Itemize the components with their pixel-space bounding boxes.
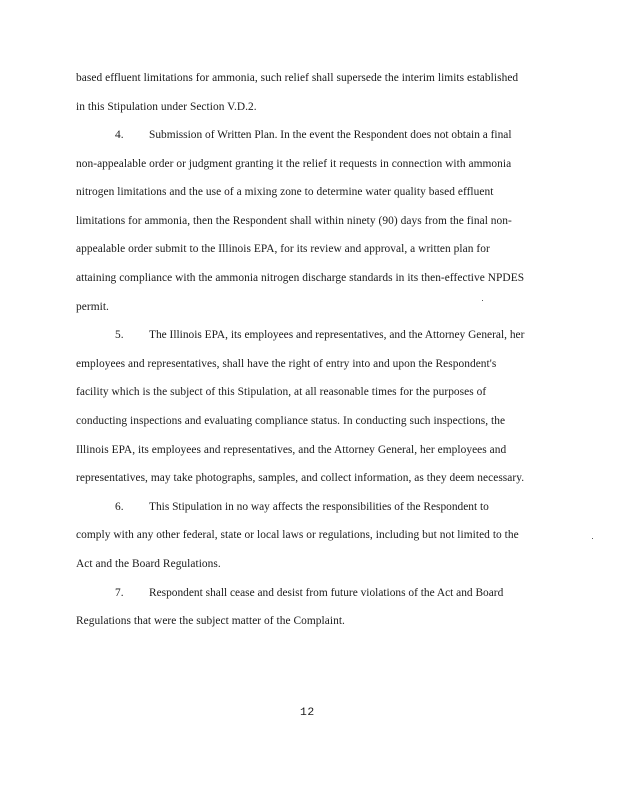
body-line: employees and representatives, shall have the right of entry into and upon the Respondent's [76,358,497,370]
body-line: permit. [76,301,109,313]
body-line: Act and the Board Regulations. [76,558,221,570]
body-line: attaining compliance with the ammonia nitrogen discharge standards in its then-effective NPDES [76,272,525,284]
body-line: appealable order submit to the Illinois EPA, for its review and approval, a written plan for [76,243,490,255]
scan-speck [482,300,483,301]
paragraph-first-line: The Illinois EPA, its employees and representatives, and the Attorney General, her [149,329,525,341]
body-line: Illinois EPA, its employees and representatives, and the Attorney General, her employees and [76,444,507,456]
body-line: non-appealable order or judgment granting it the relief it requests in connection with ammonia [76,158,512,170]
paragraph-number: 7. [115,587,124,599]
body-line: based effluent limitations for ammonia, such relief shall supersede the interim limits established [76,72,519,84]
paragraph-number: 4. [115,129,124,141]
body-line: representatives, may take photographs, samples, and collect information, as they deem necessary. [76,472,525,484]
body-line: nitrogen limitations and the use of a mixing zone to determine water quality based effluent [76,186,494,198]
body-line: conducting inspections and evaluating compliance status. In conducting such inspections, the [76,415,506,427]
body-line: in this Stipulation under Section V.D.2. [76,101,257,113]
paragraph-number: 5. [115,329,124,341]
paragraph-first-line: Submission of Written Plan. In the event the Respondent does not obtain a final [149,129,512,141]
body-line: comply with any other federal, state or local laws or regulations, including but not limited to the [76,529,519,541]
page-number: 12 [300,707,315,719]
body-line: facility which is the subject of this Stipulation, at all reasonable times for the purposes of [76,386,487,398]
paragraph-number: 6. [115,501,124,513]
scan-speck [592,538,593,539]
paragraph-first-line: Respondent shall cease and desist from future violations of the Act and Board [149,587,504,599]
body-line: limitations for ammonia, then the Respondent shall within ninety (90) days from the final non- [76,215,512,227]
body-line: Regulations that were the subject matter of the Complaint. [76,615,345,627]
paragraph-first-line: This Stipulation in no way affects the responsibilities of the Respondent to [149,501,489,513]
